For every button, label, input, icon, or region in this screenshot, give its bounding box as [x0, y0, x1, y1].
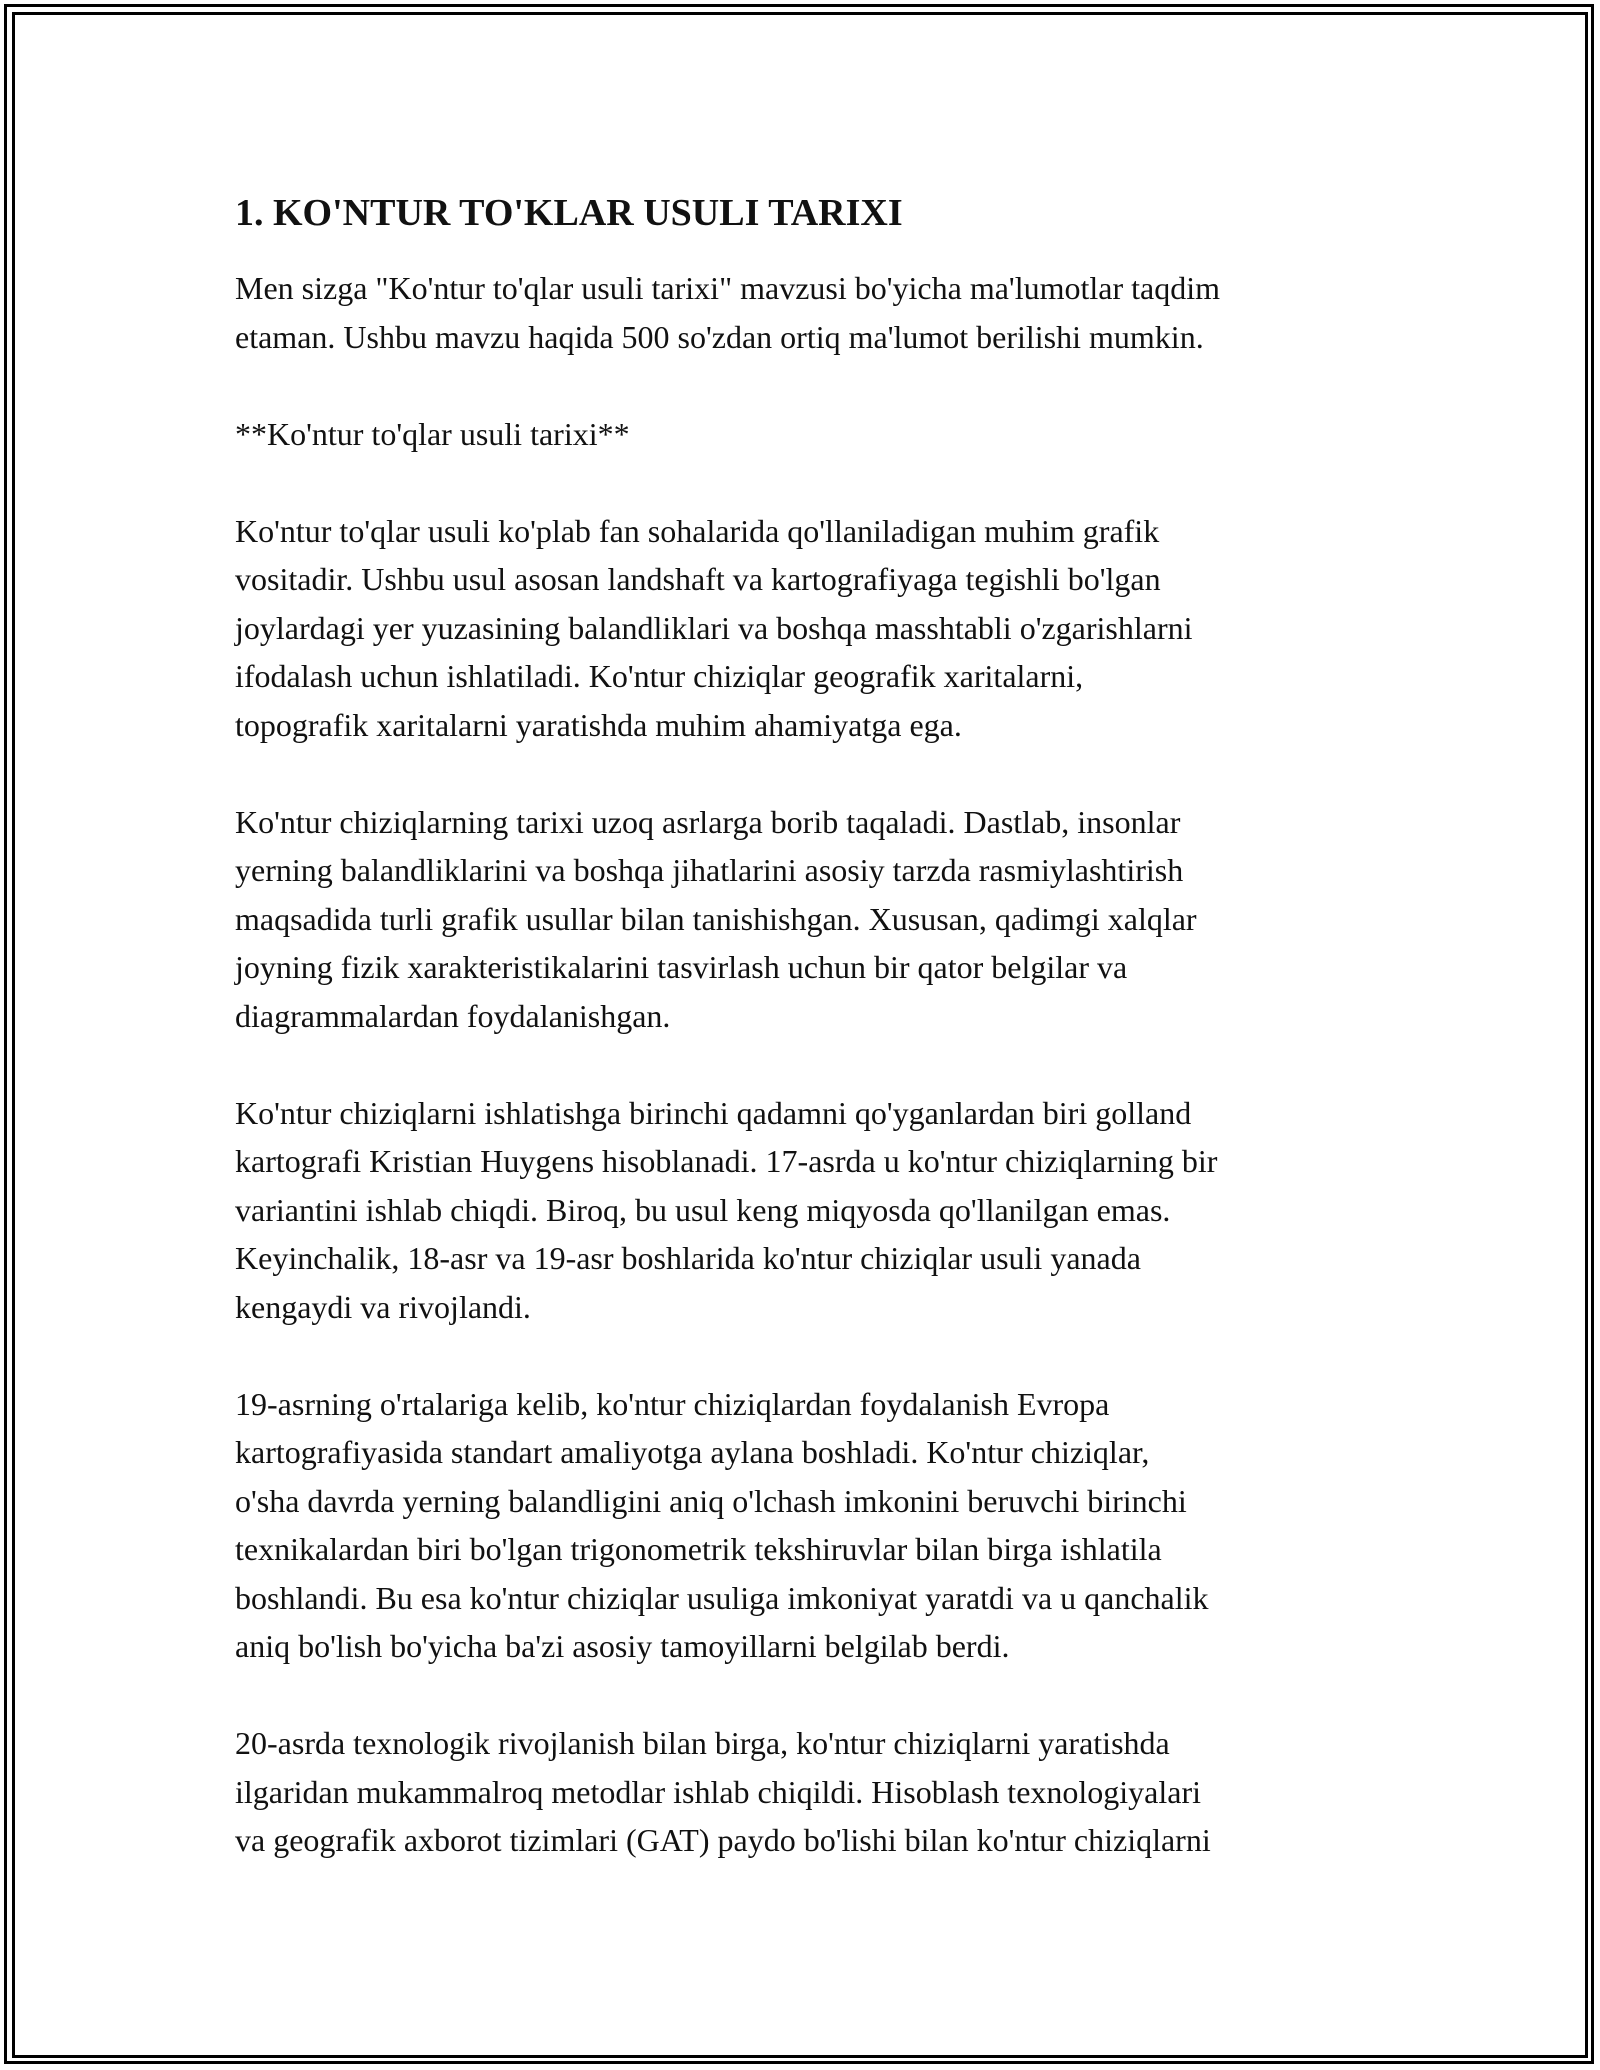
text-line: joyning fizik xarakteristikalarini tasvirlash uchun bir qator belgilar va [235, 949, 1128, 985]
text-line: o'sha davrda yerning balandligini aniq o'lchash imkonini beruvchi birinchi [235, 1482, 1187, 1519]
document-title: 1. KO'NTUR TO'KLAR USULI TARIXI [235, 192, 903, 234]
text-line: va geografik axborot tizimlari (GAT) paydo bo'lishi bilan ko'ntur chiziqlarni [235, 1822, 1211, 1858]
text-line: diagrammalardan foydalanishgan. [235, 997, 671, 1034]
text-line: 19-asrning o'rtalariga kelib, ko'ntur chiziqlardan foydalanish Evropa [235, 1385, 1110, 1422]
paragraph-20th-century [235, 1719, 1395, 1865]
text-line: Ko'ntur chiziqlarning tarixi uzoq asrlarga borib taqaladi. Dastlab, insonlar [235, 803, 1181, 840]
text-line: yerning balandliklarini va boshqa jihatlarini asosiy tarzda rasmiylashtirish [235, 852, 1184, 888]
text-line: ilgaridan mukammalroq metodlar ishlab chiqildi. Hisoblash texnologiyalari [235, 1773, 1202, 1810]
text-line: aniq bo'lish bo'yicha ba'zi asosiy tamoyillarni belgilab berdi. [235, 1628, 1010, 1664]
document-body [235, 188, 1395, 1913]
text-line: kartografi Kristian Huygens hisoblanadi. 17-asrda u ko'ntur chiziqlarning bir [235, 1143, 1218, 1179]
text-line: vositadir. Ushbu usul asosan landshaft va kartografiyaga tegishli bo'lgan [235, 561, 1161, 597]
paragraph-subheading [235, 410, 1395, 459]
text-line: variantini ishlab chiqdi. Biroq, bu usul keng miqyosda qo'llanilgan emas. [235, 1191, 1171, 1228]
text-line: texnikalardan biri bo'lgan trigonometrik tekshiruvlar bilan birga ishlatila [235, 1531, 1162, 1567]
text-line: etaman. Ushbu mavzu haqida 500 so'zdan ortiq ma'lumot berilishi mumkin. [235, 318, 1204, 355]
text-line: 20-asrda texnologik rivojlanish bilan birga, ko'ntur chiziqlarni yaratishda [235, 1725, 1170, 1761]
text-line: Keyinchalik, 18-asr va 19-asr boshlarida ko'ntur chiziqlar usuli yanada [235, 1240, 1141, 1276]
text-line: ifodalash uchun ishlatiladi. Ko'ntur chiziqlar geografik xaritalarni, [235, 658, 1084, 694]
text-line: joylardagi yer yuzasining balandliklari va boshqa masshtabli o'zgarishlarni [235, 609, 1193, 646]
paragraph-definition [235, 507, 1395, 750]
paragraph-19th-century [235, 1380, 1395, 1671]
text-line: Men sizga "Ko'ntur to'qlar usuli tarixi" mavzusi bo'yicha ma'lumotlar taqdim [235, 270, 1220, 306]
text-line: Ko'ntur chiziqlarni ishlatishga birinchi qadamni qo'yganlardan biri golland [235, 1094, 1192, 1131]
text-line: topografik xaritalarni yaratishda muhim ahamiyatga ega. [235, 706, 962, 743]
text-line: Ko'ntur to'qlar usuli ko'plab fan sohalarida qo'llaniladigan muhim grafik [235, 512, 1160, 549]
paragraph-huygens [235, 1089, 1395, 1332]
text-line: **Ko'ntur to'qlar usuli tarixi** [235, 415, 630, 452]
text-line: kartografiyasida standart amaliyotga aylana boshladi. Ko'ntur chiziqlar, [235, 1434, 1150, 1470]
text-line: boshlandi. Bu esa ko'ntur chiziqlar usuliga imkoniyat yaratdi va u qanchalik [235, 1579, 1209, 1616]
paragraph-intro [235, 264, 1395, 361]
text-line: kengaydi va rivojlandi. [235, 1288, 531, 1325]
text-line: maqsadida turli grafik usullar bilan tanishishgan. Xususan, qadimgi xalqlar [235, 900, 1197, 937]
paragraph-history-origins [235, 798, 1395, 1041]
